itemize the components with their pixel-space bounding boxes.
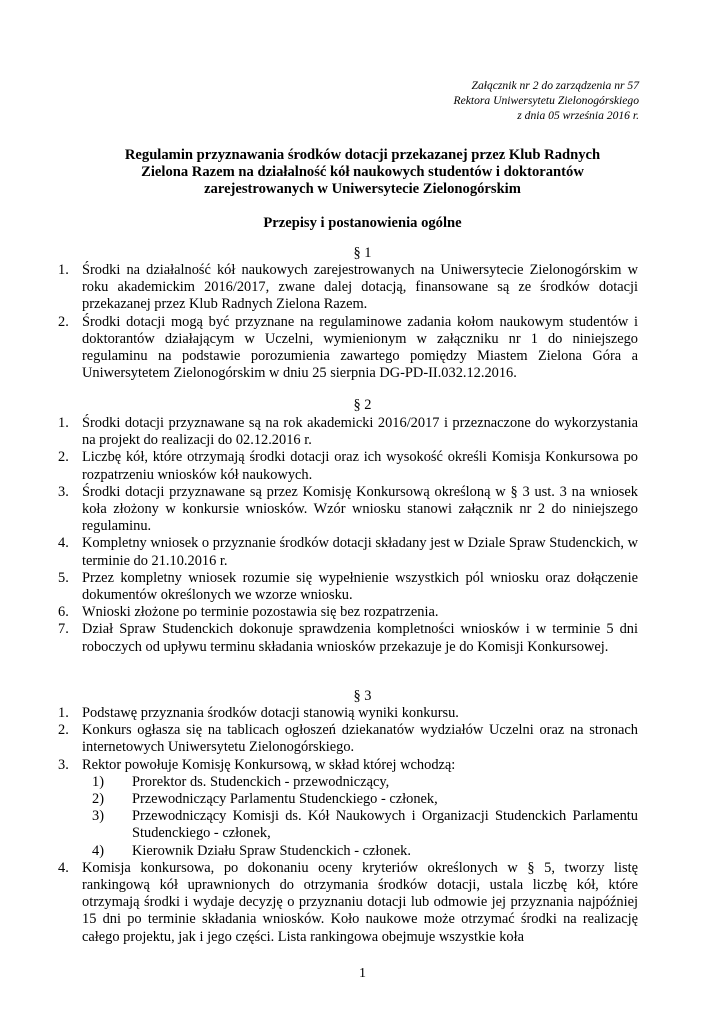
- paragraph-3-list: [58, 705, 638, 946]
- item-number: 3.: [58, 483, 69, 500]
- item-text: Dział Spraw Studenckich dokonuje sprawdzenia kompletności wniosków i w terminie 5 dni roboczych od upływu terminu składania wniosków przekazuje je do Komisji Konkursowej.: [82, 621, 638, 655]
- sub-item-number: 4): [92, 842, 104, 859]
- item-number: 4.: [58, 859, 69, 876]
- item-number: 2.: [58, 449, 69, 466]
- sub-item-number: 1): [92, 773, 104, 790]
- list-item: [58, 483, 638, 536]
- list-item: [58, 313, 638, 383]
- item-text: Kompletny wniosek o przyznanie środków dotacji składany jest w Dziale Spraw Studenckich, w terminie do 21.10.2016 r.: [82, 535, 638, 569]
- sub-item-text: Prorektor ds. Studenckich - przewodniczący,: [132, 773, 390, 790]
- paragraph-heading-3: § 3: [353, 688, 372, 704]
- annex-line-1: Załącznik nr 2 do zarządzenia nr 57: [471, 79, 639, 92]
- item-text: Środki dotacji przyznawane są przez Komisję Konkursową określoną w § 3 ust. 3 na wniosek koła złożony w konkursie wniosków. Wzór wniosku stanowi załącznik nr 2 do niniejszego regulaminu.: [82, 483, 638, 535]
- list-item: [58, 722, 638, 756]
- sub-list-item: [82, 843, 638, 860]
- item-number: 3.: [58, 756, 69, 773]
- item-number: 5.: [58, 569, 69, 586]
- list-item: [58, 569, 638, 604]
- sub-item-text: Przewodniczący Parlamentu Studenckiego - członek,: [132, 791, 438, 808]
- paragraph-heading-2: § 2: [353, 397, 372, 413]
- sub-list-item: [82, 808, 638, 842]
- item-text: Podstawę przyznania środków dotacji stanowią wyniki konkursu.: [82, 705, 459, 721]
- sub-item-number: 3): [92, 808, 104, 825]
- item-number: 1.: [58, 262, 69, 278]
- item-text: Wnioski złożone po terminie pozostawia się bez rozpatrzenia.: [82, 604, 439, 621]
- list-item: [58, 705, 638, 722]
- item-number: 7.: [58, 621, 69, 638]
- item-text: Przez kompletny wniosek rozumie się wypełnienie wszystkich pól wniosku oraz dołączenie dokumentów określonych we wzorze wniosku.: [82, 569, 638, 604]
- title-line-3: zarejestrowanych w Uniwersytecie Zielonogórskim: [204, 181, 521, 197]
- item-number: 2.: [58, 722, 69, 739]
- sub-item-text: Kierownik Działu Spraw Studenckich - członek.: [132, 842, 411, 859]
- item-text: Środki dotacji mogą być przyznane na regulaminowe zadania kołom naukowym studentów i doktorantów działającym w Uczelni, wymienionym w załączniku nr 1 do niniejszego regulaminu na podstawie porozumienia zawartego pomiędzy Miastem Zielona Góra a Uniwersytetem Zielonogórskim w dniu 25 sierpnia DG-PD-II.032.12.2016.: [82, 313, 638, 382]
- paragraph-2-list: [58, 415, 638, 656]
- title-line-2: Zielona Razem na działalność kół naukowych studentów i doktorantów: [141, 164, 584, 180]
- item-text: Środki na działalność kół naukowych zarejestrowanych na Uniwersytecie Zielonogórskim w roku akademickim 2016/2017, zwane dalej dotacją, finansowane są ze środków dotacji przekazanej przez Klub Radnych Zielona Razem.: [82, 262, 638, 313]
- annex-line-3: z dnia 05 września 2016 r.: [517, 109, 639, 122]
- annex-line-2: Rektora Uniwersytetu Zielonogórskiego: [453, 94, 639, 107]
- sub-list-item: [82, 774, 638, 791]
- committee-members-list: [82, 774, 638, 860]
- sub-item-text: Przewodniczący Komisji ds. Kół Naukowych i Organizacji Studenckich Parlamentu Studenckiego - członek,: [132, 808, 638, 842]
- list-item: [58, 859, 638, 946]
- item-number: 1.: [58, 415, 69, 431]
- paragraph-heading-1: § 1: [353, 245, 372, 261]
- list-item: [58, 262, 638, 314]
- item-number: 1.: [58, 705, 69, 721]
- page-number: 1: [359, 966, 366, 981]
- item-number: 4.: [58, 535, 69, 552]
- list-item: [58, 756, 638, 860]
- item-text: Liczbę kół, które otrzymają środki dotacji oraz ich wysokość określi Komisja Konkursowa po rozpatrzeniu wniosków kół naukowych.: [82, 449, 638, 483]
- item-text: Konkurs ogłasza się na tablicach ogłoszeń dziekanatów wydziałów Uczelni oraz na stronach internetowych Uniwersytetu Zielonogórskiego.: [82, 722, 638, 756]
- annex-header: [454, 78, 639, 123]
- list-item: [58, 415, 638, 449]
- item-number: 2.: [58, 313, 69, 330]
- sub-item-number: 2): [92, 791, 104, 808]
- list-item: [58, 621, 638, 655]
- document-title: [0, 147, 725, 198]
- item-number: 6.: [58, 604, 69, 621]
- item-text: Środki dotacji przyznawane są na rok akademicki 2016/2017 i przeznaczone do wykorzystania na projekt do realizacji do 02.12.2016 r.: [82, 415, 638, 449]
- list-item: [58, 535, 638, 569]
- section-subtitle: Przepisy i postanowienia ogólne: [263, 215, 462, 231]
- paragraph-1-list: [58, 262, 638, 382]
- item-text: Rektor powołuje Komisję Konkursową, w skład której wchodzą:: [82, 756, 456, 773]
- list-item: [58, 449, 638, 483]
- item-text: Komisja konkursowa, po dokonaniu oceny kryteriów określonych w § 5, tworzy listę rankingową kół uprawnionych do otrzymania środków dotacji, ustala liczbę kół, które otrzymają środki i wydaje decyzję o przyznaniu dotacji lub odmowie jej przyznania najpóźniej 15 dni po terminie składania wniosków. Koło naukowe może otrzymać środki na realizację całego projektu, jak i jego części. Lista rankingowa obejmuje wszystkie koła: [82, 859, 638, 945]
- list-item: [58, 604, 638, 621]
- sub-list-item: [82, 791, 638, 808]
- title-line-1: Regulamin przyznawania środków dotacji przekazanej przez Klub Radnych: [124, 147, 601, 163]
